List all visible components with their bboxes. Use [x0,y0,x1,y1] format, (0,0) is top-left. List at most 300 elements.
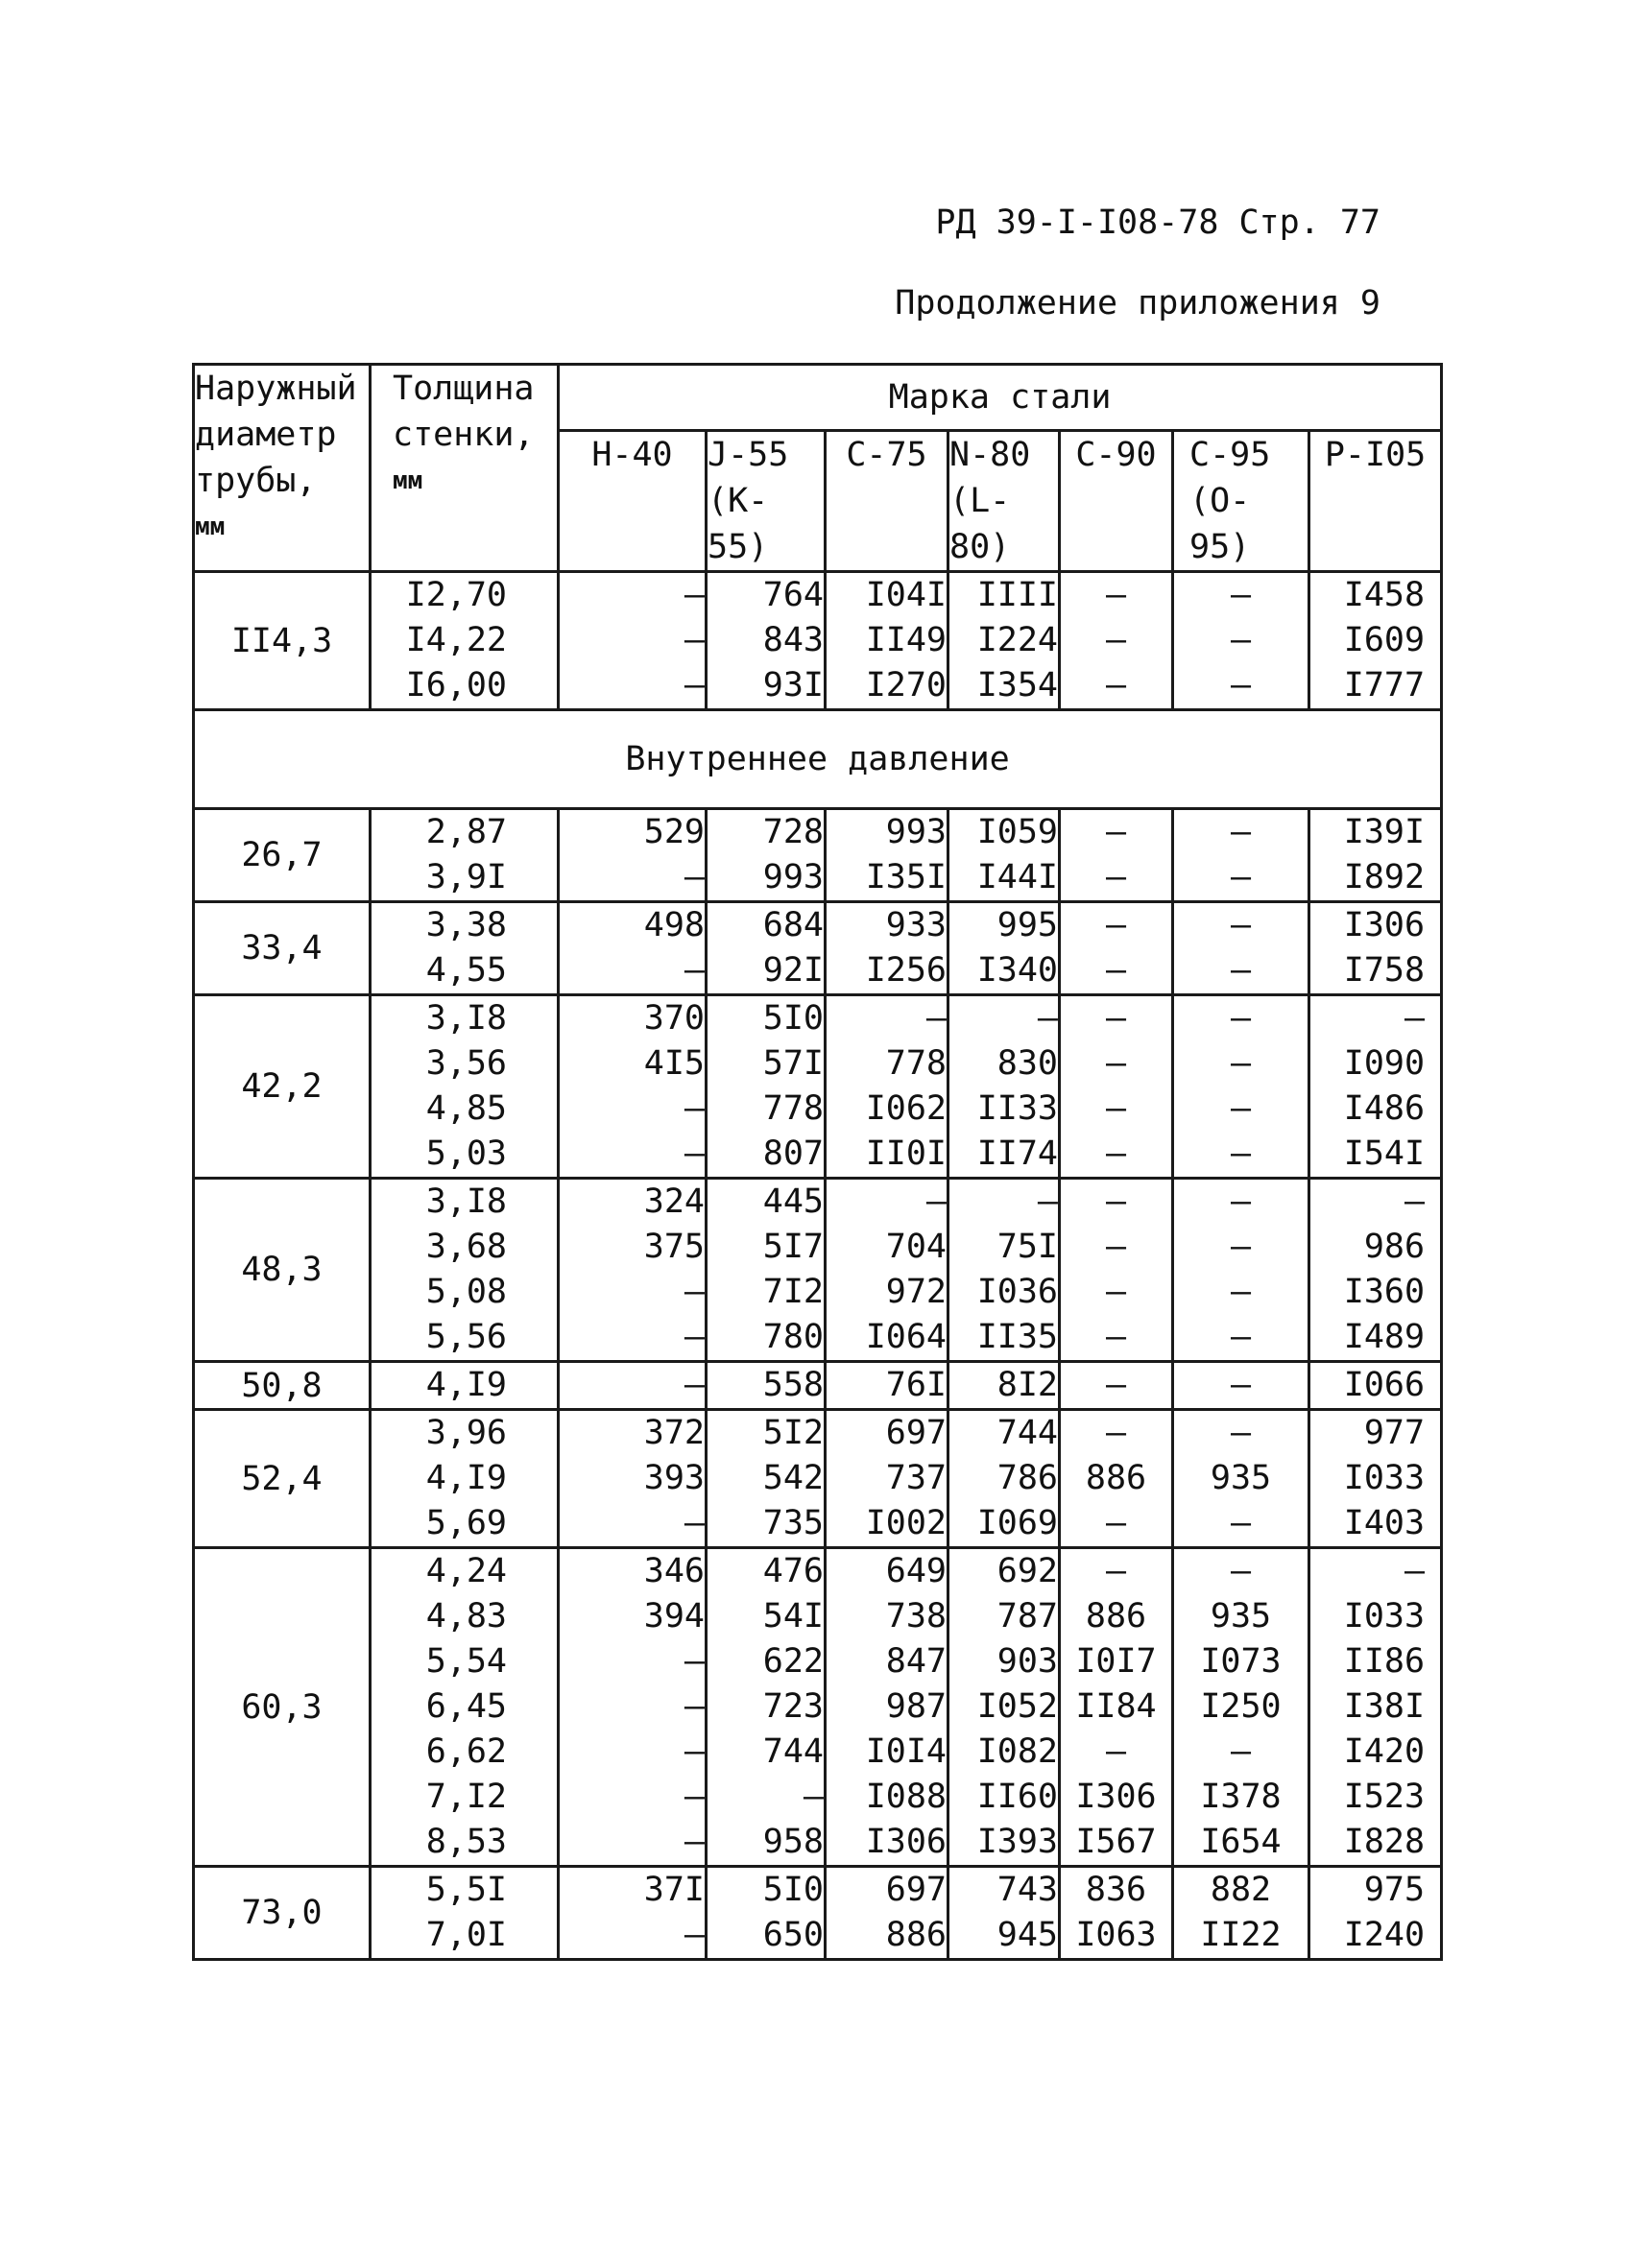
pressure-value-cell [826,1410,948,1548]
pressure-value: I033 [1343,1459,1426,1497]
wall-thickness-header-unit: мм [393,466,423,495]
pressure-value: 704 [885,1228,947,1266]
pressure-value: I240 [1343,1916,1426,1954]
pressure-value: – [1105,813,1127,851]
thickness-value: 5,69 [425,1504,507,1542]
pressure-value: 744 [996,1414,1058,1452]
pressure-value: II49 [865,621,947,659]
thickness-value: 7,I2 [425,1778,507,1816]
pressure-value: I062 [865,1089,947,1128]
pressure-value-cell [707,902,826,995]
outer-diameter-cell: II4,3 [194,572,371,710]
pressure-value: 958 [762,1823,824,1861]
pressure-value: 394 [643,1597,705,1635]
pressure-value: 650 [762,1916,824,1954]
pressure-value: – [1230,576,1252,614]
pressure-value: I35I [865,858,947,896]
pressure-value: 728 [762,813,824,851]
pressure-value-cell [1309,809,1442,902]
pressure-value: 986 [1363,1228,1426,1266]
pressure-value: 476 [762,1552,824,1590]
pressure-value: 987 [885,1687,947,1726]
pressure-value-cell [1309,1548,1442,1867]
pressure-value: I758 [1343,951,1426,990]
pressure-value: 93I [762,666,824,704]
pressure-value: – [1230,813,1252,851]
pressure-value: I0I4 [865,1732,947,1771]
pressure-value: – [684,576,705,614]
pressure-value-cell [707,995,826,1179]
outer-diameter-cell: 52,4 [194,1410,371,1548]
thickness-value: 5,08 [425,1273,507,1311]
pressure-value: I052 [976,1687,1058,1726]
pressure-value: I063 [1075,1916,1157,1954]
pressure-value-cell [1060,1410,1173,1548]
pressure-value: I064 [865,1318,947,1356]
pressure-value-cell [1309,902,1442,995]
pressure-value: – [1230,1134,1252,1173]
steel-grade-header: Марка стали [559,365,1442,431]
grade-line: (O-95) [1189,482,1251,566]
pressure-value: – [1105,1273,1127,1311]
pressure-value: 764 [762,576,824,614]
pressure-value: 830 [996,1044,1058,1083]
pressure-value-cell [1060,1867,1173,1960]
thickness-value: 4,I9 [425,1366,507,1404]
section-row [194,710,1442,809]
thickness-value: 4,83 [425,1597,507,1635]
thickness-value: I4,22 [405,621,507,659]
thickness-value: 5,5I [425,1871,507,1909]
pressure-value: I403 [1343,1504,1426,1542]
pressure-value: 723 [762,1687,824,1726]
pressure-value: 92I [762,951,824,990]
pressure-value: II33 [976,1089,1058,1128]
pressure-value-cell [1060,1362,1173,1410]
section-label: Внутреннее давление [194,710,1442,809]
pressure-value: II86 [1343,1642,1426,1681]
outer-diameter-cell: 42,2 [194,995,371,1179]
pressure-value: 886 [1085,1597,1147,1635]
pressure-value: I04I [865,576,947,614]
pressure-value: 4I5 [643,1044,705,1083]
pressure-value: I420 [1343,1732,1426,1771]
pressure-value: II60 [976,1778,1058,1816]
pressure-value: 692 [996,1552,1058,1590]
pressure-value: I073 [1200,1642,1282,1681]
pressure-value: I354 [976,666,1058,704]
wall-thickness-header-line: стенки, [393,416,535,454]
pressure-value-cell [1173,1362,1309,1410]
pressure-value: I360 [1343,1273,1426,1311]
table-row [194,572,1442,710]
wall-thickness-cell [371,1179,559,1362]
pressure-value: I38I [1343,1687,1426,1726]
pressure-value-cell [1309,572,1442,710]
wall-thickness-cell [371,1548,559,1867]
thickness-value: 4,24 [425,1552,507,1590]
pressure-value-cell [948,1362,1060,1410]
grade-header-p105 [1309,431,1442,572]
pressure-value: – [1105,1732,1127,1771]
pressure-value: – [684,1134,705,1173]
pressure-value: 76I [885,1366,947,1404]
pressure-value-cell [1173,809,1309,902]
grade-line: P-I05 [1324,436,1427,474]
pressure-value-cell [1060,572,1173,710]
pressure-value: I39I [1343,813,1426,851]
pressure-value: 498 [643,906,705,944]
table-row [194,995,1442,1179]
pressure-value-cell [1309,995,1442,1179]
pressure-value: 445 [762,1182,824,1221]
thickness-value: 3,I8 [425,1182,507,1221]
pressure-value-cell [559,995,707,1179]
grade-header-c90 [1060,431,1173,572]
pressure-value-cell [826,1362,948,1410]
pressure-value: 977 [1363,1414,1426,1452]
pressure-value: 697 [885,1871,947,1909]
pressure-value: I250 [1200,1687,1282,1726]
pressure-value: – [1230,1228,1252,1266]
pressure-value: – [684,1504,705,1542]
pressure-value: – [684,1366,705,1404]
pressure-value: – [1230,1182,1252,1221]
pressure-value: 778 [762,1089,824,1128]
pressure-value: I489 [1343,1318,1426,1356]
pressure-value: 886 [885,1916,947,1954]
pressure-value-cell [1173,1410,1309,1548]
pressure-value: – [1037,999,1058,1038]
pressure-value: – [1404,999,1426,1038]
pressure-value: – [684,1089,705,1128]
thickness-value: 2,87 [425,813,507,851]
pressure-value: I54I [1343,1134,1426,1173]
pressure-value-cell [559,572,707,710]
pressure-value-cell [826,809,948,902]
pressure-value-cell [707,1362,826,1410]
pressure-value-cell [1060,995,1173,1179]
thickness-value: 4,I9 [425,1459,507,1497]
pressure-value: – [1105,666,1127,704]
pressure-value: I306 [1343,906,1426,944]
pressure-value: – [1105,1044,1127,1083]
outer-diameter-cell: 60,3 [194,1548,371,1867]
pressure-value: I393 [976,1823,1058,1861]
pressure-value: 393 [643,1459,705,1497]
thickness-value: 5,03 [425,1134,507,1173]
pressure-value-cell [1309,1867,1442,1960]
table-row [194,1548,1442,1867]
pressure-value: 972 [885,1273,947,1311]
pressure-value-cell [559,809,707,902]
pressure-value-cell [826,1179,948,1362]
outer-diameter-cell: 73,0 [194,1867,371,1960]
pressure-value: – [1105,858,1127,896]
pressure-value: – [925,999,947,1038]
pressure-value: – [1230,999,1252,1038]
thickness-value: 4,55 [425,951,507,990]
pressure-value: – [1230,1732,1252,1771]
outer-diameter-header-line: трубы, [195,462,317,500]
pressure-value: 787 [996,1597,1058,1635]
pressure-value: – [1230,1318,1252,1356]
grade-header-j55 [707,431,826,572]
pressure-value: – [684,1642,705,1681]
thickness-value: 3,38 [425,906,507,944]
pressure-value: 372 [643,1414,705,1452]
pressure-value: I486 [1343,1089,1426,1128]
pressure-value: 995 [996,906,1058,944]
pressure-value-cell [1173,572,1309,710]
pressure-value: 903 [996,1642,1058,1681]
wall-thickness-cell [371,1867,559,1960]
pressure-value: 975 [1363,1871,1426,1909]
pressure-value: – [1230,1044,1252,1083]
pressure-value: – [684,1687,705,1726]
pressure-value: – [1105,1228,1127,1266]
pressure-value: 935 [1210,1597,1272,1635]
pressure-value: 54I [762,1597,824,1635]
pressure-value: – [1105,1504,1127,1542]
table-row [194,1867,1442,1960]
thickness-value: 3,9I [425,858,507,896]
outer-diameter-cell: 26,7 [194,809,371,902]
pressure-value: 993 [885,813,947,851]
pressure-value: 370 [643,999,705,1038]
pressure-value-cell [1173,902,1309,995]
table-row [194,902,1442,995]
page-reference: РД 39-I-I08-78 Стр. 77 [935,203,1380,242]
pressure-value: – [1230,1089,1252,1128]
pressure-value: 5I0 [762,999,824,1038]
pressure-value: 780 [762,1318,824,1356]
pressure-value: I066 [1343,1366,1426,1404]
pressure-value: – [1105,1318,1127,1356]
pressure-value: – [1230,1552,1252,1590]
pressure-value: 542 [762,1459,824,1497]
pressure-value: I609 [1343,621,1426,659]
pressure-value-cell [826,995,948,1179]
pressure-value: – [684,621,705,659]
pressure-value: 5I0 [762,1871,824,1909]
pressure-value-cell [1309,1362,1442,1410]
pressure-value: – [1105,1414,1127,1452]
pressure-value-cell [826,1867,948,1960]
pressure-value: – [1037,1182,1058,1221]
pressure-value-cell [1173,1179,1309,1362]
pressure-value: 5I2 [762,1414,824,1452]
pressure-value: – [1105,906,1127,944]
grade-header-n80 [948,431,1060,572]
pressure-value: IIII [976,576,1058,614]
pressure-value-cell [1173,1548,1309,1867]
pressure-value: I828 [1343,1823,1426,1861]
pressure-value: – [1230,1414,1252,1452]
grade-header-h40 [559,431,707,572]
wall-thickness-cell [371,809,559,902]
pressure-value: 375 [643,1228,705,1266]
pressure-value: I069 [976,1504,1058,1542]
steel-grade-pressure-table [192,363,1443,1961]
pressure-value: – [684,858,705,896]
pressure-value: II35 [976,1318,1058,1356]
grade-line: C-90 [1075,436,1157,474]
wall-thickness-header [371,365,559,572]
grade-line: N-80 [949,436,1031,474]
pressure-value: 843 [762,621,824,659]
thickness-value: 8,53 [425,1823,507,1861]
pressure-value: 744 [762,1732,824,1771]
pressure-value: 738 [885,1597,947,1635]
outer-diameter-header-unit: мм [195,513,226,541]
pressure-value-cell [948,1179,1060,1362]
pressure-value: 778 [885,1044,947,1083]
pressure-value: 735 [762,1504,824,1542]
pressure-value-cell [559,1548,707,1867]
pressure-value: 807 [762,1134,824,1173]
pressure-value: – [684,1778,705,1816]
pressure-value: – [1404,1552,1426,1590]
pressure-value-cell [948,995,1060,1179]
wall-thickness-header-line: Толщина [393,370,535,408]
pressure-value: – [1105,1552,1127,1590]
pressure-value: I059 [976,813,1058,851]
pressure-value-cell [826,1548,948,1867]
pressure-value: I002 [865,1504,947,1542]
wall-thickness-cell [371,572,559,710]
pressure-value: – [1230,1504,1252,1542]
pressure-value: I090 [1343,1044,1426,1083]
pressure-value: I033 [1343,1597,1426,1635]
pressure-value-cell [826,902,948,995]
outer-diameter-cell: 33,4 [194,902,371,995]
pressure-value: I654 [1200,1823,1282,1861]
pressure-value: I306 [1075,1778,1157,1816]
pressure-value: – [684,951,705,990]
pressure-value: – [1230,858,1252,896]
grade-line: H-40 [591,436,673,474]
pressure-value: 346 [643,1552,705,1590]
pressure-value-cell [826,572,948,710]
thickness-value: 5,54 [425,1642,507,1681]
pressure-value: – [1105,1134,1127,1173]
pressure-value-cell [948,902,1060,995]
pressure-value-cell [707,1548,826,1867]
pressure-value: 886 [1085,1459,1147,1497]
pressure-value: – [925,1182,947,1221]
pressure-value: I270 [865,666,947,704]
pressure-value: I088 [865,1778,947,1816]
pressure-value: I892 [1343,858,1426,896]
pressure-value: – [1105,621,1127,659]
outer-diameter-cell: 50,8 [194,1362,371,1410]
pressure-value: 649 [885,1552,947,1590]
pressure-value: 847 [885,1642,947,1681]
thickness-value: 4,85 [425,1089,507,1128]
pressure-value-cell [948,572,1060,710]
pressure-value: I082 [976,1732,1058,1771]
grade-line: (K-55) [708,482,769,566]
pressure-value: – [1105,576,1127,614]
thickness-value: 7,0I [425,1916,507,1954]
pressure-value: 5I7 [762,1228,824,1266]
grade-header-c95 [1173,431,1309,572]
grade-line: C-95 [1189,436,1271,474]
pressure-value: II84 [1075,1687,1157,1726]
thickness-value: 5,56 [425,1318,507,1356]
pressure-value: I306 [865,1823,947,1861]
wall-thickness-cell [371,902,559,995]
pressure-value-cell [948,809,1060,902]
pressure-value: I224 [976,621,1058,659]
pressure-value: I44I [976,858,1058,896]
pressure-value: – [1230,1273,1252,1311]
pressure-value: I378 [1200,1778,1282,1816]
appendix-continuation: Продолжение приложения 9 [895,284,1380,322]
thickness-value: 3,96 [425,1414,507,1452]
thickness-value: 3,68 [425,1228,507,1266]
pressure-value: 737 [885,1459,947,1497]
table-row [194,1410,1442,1548]
pressure-value: I458 [1343,576,1426,614]
pressure-value: 743 [996,1871,1058,1909]
thickness-value: 6,45 [425,1687,507,1726]
pressure-value-cell [1060,1179,1173,1362]
pressure-value: I523 [1343,1778,1426,1816]
outer-diameter-header [194,365,371,572]
thickness-value: 3,56 [425,1044,507,1083]
pressure-value: I0I7 [1075,1642,1157,1681]
pressure-value: – [1105,999,1127,1038]
thickness-value: I6,00 [405,666,507,704]
pressure-value-cell [948,1410,1060,1548]
pressure-value: I036 [976,1273,1058,1311]
pressure-value-cell [559,902,707,995]
pressure-value: I777 [1343,666,1426,704]
pressure-value: 836 [1085,1871,1147,1909]
pressure-value: 622 [762,1642,824,1681]
pressure-value-cell [1173,995,1309,1179]
thickness-value: 6,62 [425,1732,507,1771]
pressure-value-cell [707,1179,826,1362]
pressure-value-cell [707,809,826,902]
pressure-value: – [1230,621,1252,659]
pressure-value: – [684,1273,705,1311]
pressure-value: I567 [1075,1823,1157,1861]
pressure-value-cell [1173,1867,1309,1960]
pressure-value: – [1230,906,1252,944]
pressure-value: I256 [865,951,947,990]
pressure-value: 882 [1210,1871,1272,1909]
pressure-value: 697 [885,1414,947,1452]
pressure-value: 684 [762,906,824,944]
pressure-value: 935 [1210,1459,1272,1497]
outer-diameter-header-line: диаметр [195,416,337,454]
pressure-value: – [684,1916,705,1954]
wall-thickness-cell [371,1362,559,1410]
pressure-value: II0I [865,1134,947,1173]
grade-line: (L-80) [949,482,1011,566]
wall-thickness-cell [371,1410,559,1548]
pressure-value-cell [1309,1410,1442,1548]
pressure-value-cell [1060,809,1173,902]
pressure-value: 75I [996,1228,1058,1266]
grade-header-c75 [826,431,948,572]
pressure-value-cell [559,1410,707,1548]
outer-diameter-cell: 48,3 [194,1179,371,1362]
pressure-value-cell [707,572,826,710]
